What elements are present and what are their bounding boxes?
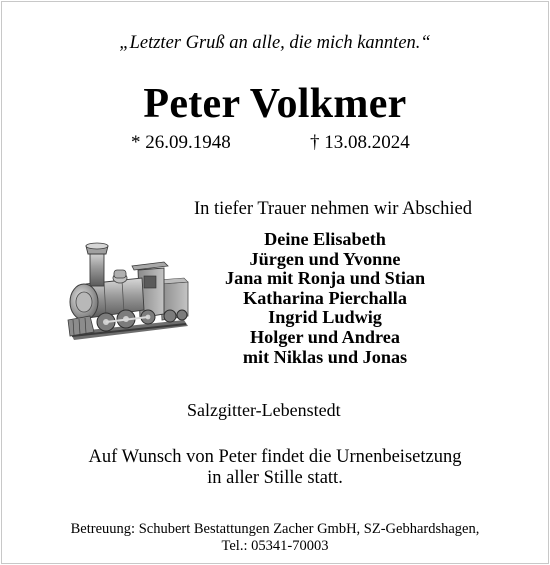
- deceased-name: Peter Volkmer: [143, 81, 407, 127]
- funeral-home-phone: Tel.: 05341-70003: [221, 538, 329, 554]
- motto-quote: „Letzter Gruß an alle, die mich kannten.“: [119, 33, 431, 53]
- mourners-list: [225, 230, 425, 367]
- mourner-name: Ingrid Ludwig: [268, 307, 382, 328]
- mourning-intro: In tiefer Trauer nehmen wir Abschied: [194, 199, 472, 219]
- mourner-name: Jana mit Ronja und Stian: [225, 268, 426, 289]
- mourner-name: mit Niklas und Jonas: [242, 346, 408, 367]
- funeral-home-info: Betreuung: Schubert Bestattungen Zacher GmbH, SZ-Gebhardshagen,: [70, 521, 480, 537]
- death-date: † 13.08.2024: [310, 132, 410, 153]
- burial-notice-line-2: in aller Stille statt.: [207, 468, 343, 488]
- mourner-name: Katharina Pierchalla: [243, 287, 407, 308]
- mourner-name: Deine Elisabeth: [264, 229, 386, 249]
- birth-date: * 26.09.1948: [131, 132, 231, 153]
- steam-locomotive-icon: [64, 240, 192, 346]
- location: Salzgitter-Lebenstedt: [187, 400, 341, 420]
- mourner-name: Holger und Andrea: [250, 326, 400, 347]
- burial-notice-line-1: Auf Wunsch von Peter findet die Urnenbeisetzung: [88, 447, 462, 467]
- mourner-name: Jürgen und Yvonne: [249, 248, 401, 269]
